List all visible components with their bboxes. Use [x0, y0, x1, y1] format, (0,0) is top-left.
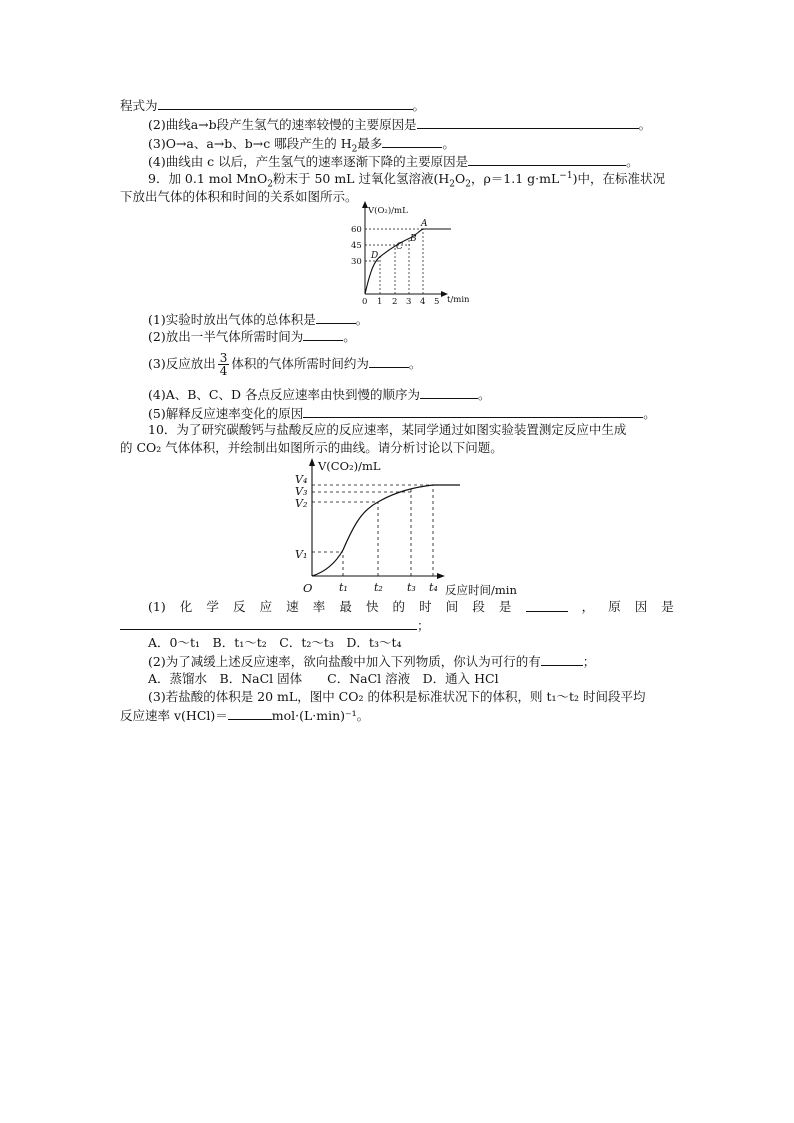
q10-part3-cont: 反应速率 v(HCl)＝ mol·(L·min)⁻¹。: [120, 708, 370, 723]
q8-cont-text: 程式为: [120, 98, 158, 113]
q9-part3: (3)反应放出 $\frac{3}{4}$ 体积的气体所需时间约为 。: [148, 351, 422, 378]
answer-blank[interactable]: [158, 97, 413, 110]
x-tick-t1: t₁: [339, 581, 348, 594]
answer-blank[interactable]: [382, 135, 442, 148]
q8-part2: (2)曲线a→b段产生氢气的速率较慢的主要原因是 。: [148, 117, 652, 132]
answer-blank[interactable]: [417, 116, 639, 129]
q9-part2: (2)放出一半气体所需时间为 。: [148, 329, 356, 344]
x-tick-2: 2: [392, 297, 398, 307]
oxygen-curve: [365, 229, 451, 294]
y-tick-45: 45: [351, 241, 362, 251]
q8-part4: (4)曲线由 c 以后，产生氢气的速率逐渐下降的主要原因是 。: [148, 154, 639, 169]
x-axis-label: 反应时间/min: [445, 583, 517, 597]
y-tick-v1: V₁: [295, 548, 308, 561]
q10-stem-line2: 的 CO₂ 气体体积，并绘制出如图所示的曲线。请分析讨论以下问题。: [120, 440, 503, 455]
fraction-three-quarters: $\frac{3}{4}$: [219, 351, 228, 378]
answer-blank[interactable]: [303, 405, 643, 418]
y-axis-label: V(O₂)/mL: [368, 206, 408, 216]
y-axis-label: V(CO₂)/mL: [318, 459, 381, 473]
q8-part3: (3)O→a、a→b、b→c 哪段产生的 $H_2$最多 。: [148, 136, 455, 155]
y-tick-30: 30: [351, 257, 362, 267]
q9-oxygen-volume-chart: [335, 198, 485, 310]
x-tick-t4: t₄: [429, 581, 438, 594]
q10-co2-volume-chart: [285, 452, 545, 600]
q10-part2: (2)为了减缓上述反应速率，欲向盐酸中加入下列物质，你认为可行的有 ；: [148, 654, 596, 669]
x-tick-1: 1: [377, 297, 383, 307]
point-label-c: C: [396, 242, 403, 252]
point-label-d: D: [371, 251, 379, 261]
x-tick-4: 4: [420, 297, 426, 307]
x-tick-0: 0: [362, 297, 368, 307]
answer-blank[interactable]: [369, 355, 409, 368]
point-label-a: A: [421, 219, 428, 229]
q10-options-1: A．0～t₁ B．t₁～t₂ C．t₂～t₃ D．t₃～t₄: [148, 635, 402, 650]
point-label-b: B: [410, 234, 417, 244]
origin-label: O: [303, 581, 313, 595]
q8-line-cont: 程式为 。: [120, 98, 426, 113]
x-tick-5: 5: [434, 297, 440, 307]
x-tick-t2: t₂: [374, 581, 383, 594]
answer-blank[interactable]: [316, 311, 356, 324]
x-axis-label: t/min: [447, 295, 470, 305]
y-tick-v3: V₃: [295, 485, 308, 498]
answer-blank[interactable]: [303, 328, 343, 341]
answer-blank[interactable]: [526, 599, 568, 612]
x-tick-t3: t₃: [407, 581, 416, 594]
q10-part1-cont: ；: [120, 617, 430, 634]
y-axis-arrow: [309, 458, 315, 466]
q10-stem-line1: 10．为了研究碳酸钙与盐酸反应的反应速率，某同学通过如图实验装置测定反应中生成: [148, 422, 627, 437]
answer-blank[interactable]: [120, 617, 417, 630]
y-tick-v2: V₂: [295, 497, 308, 510]
answer-blank[interactable]: [420, 386, 478, 399]
q9-stem-line2: 下放出气体的体积和时间的关系如图所示。: [120, 189, 358, 204]
y-tick-v4: V₄: [295, 473, 308, 486]
q9-part4: (4)A、B、C、D 各点反应速率由快到慢的顺序为 。: [148, 387, 491, 402]
q9-part5: (5)解释反应速率变化的原因 。: [148, 406, 656, 421]
q9-stem-line1: 9．加 0.1 mol MnO$_2$粉末于 50 mL 过氧化氢溶液($H_2O_2$，ρ＝1.1 $g\cdot mL^{-1}$)中，在标准状况: [148, 170, 665, 190]
q9-part1: (1)实验时放出气体的总体积是 。: [148, 312, 369, 327]
q10-options-2: A．蒸馏水 B．NaCl 固体 C．NaCl 溶液 D．通入 HCl: [148, 671, 499, 686]
co2-curve: [312, 485, 460, 576]
q10-part1: (1) 化 学 反 应 速 率 最 快 的 时 间 段 是 ， 原 因 是: [148, 599, 674, 614]
answer-blank[interactable]: [541, 653, 583, 666]
q10-part3: (3)若盐酸的体积是 20 mL，图中 CO₂ 的体积是标准状况下的体积，则 t₁～t₂ 时间段平均: [148, 689, 646, 704]
x-axis-arrow: [437, 573, 445, 579]
y-tick-60: 60: [351, 225, 362, 235]
answer-blank[interactable]: [228, 707, 272, 720]
x-tick-3: 3: [406, 297, 412, 307]
answer-blank[interactable]: [468, 153, 626, 166]
